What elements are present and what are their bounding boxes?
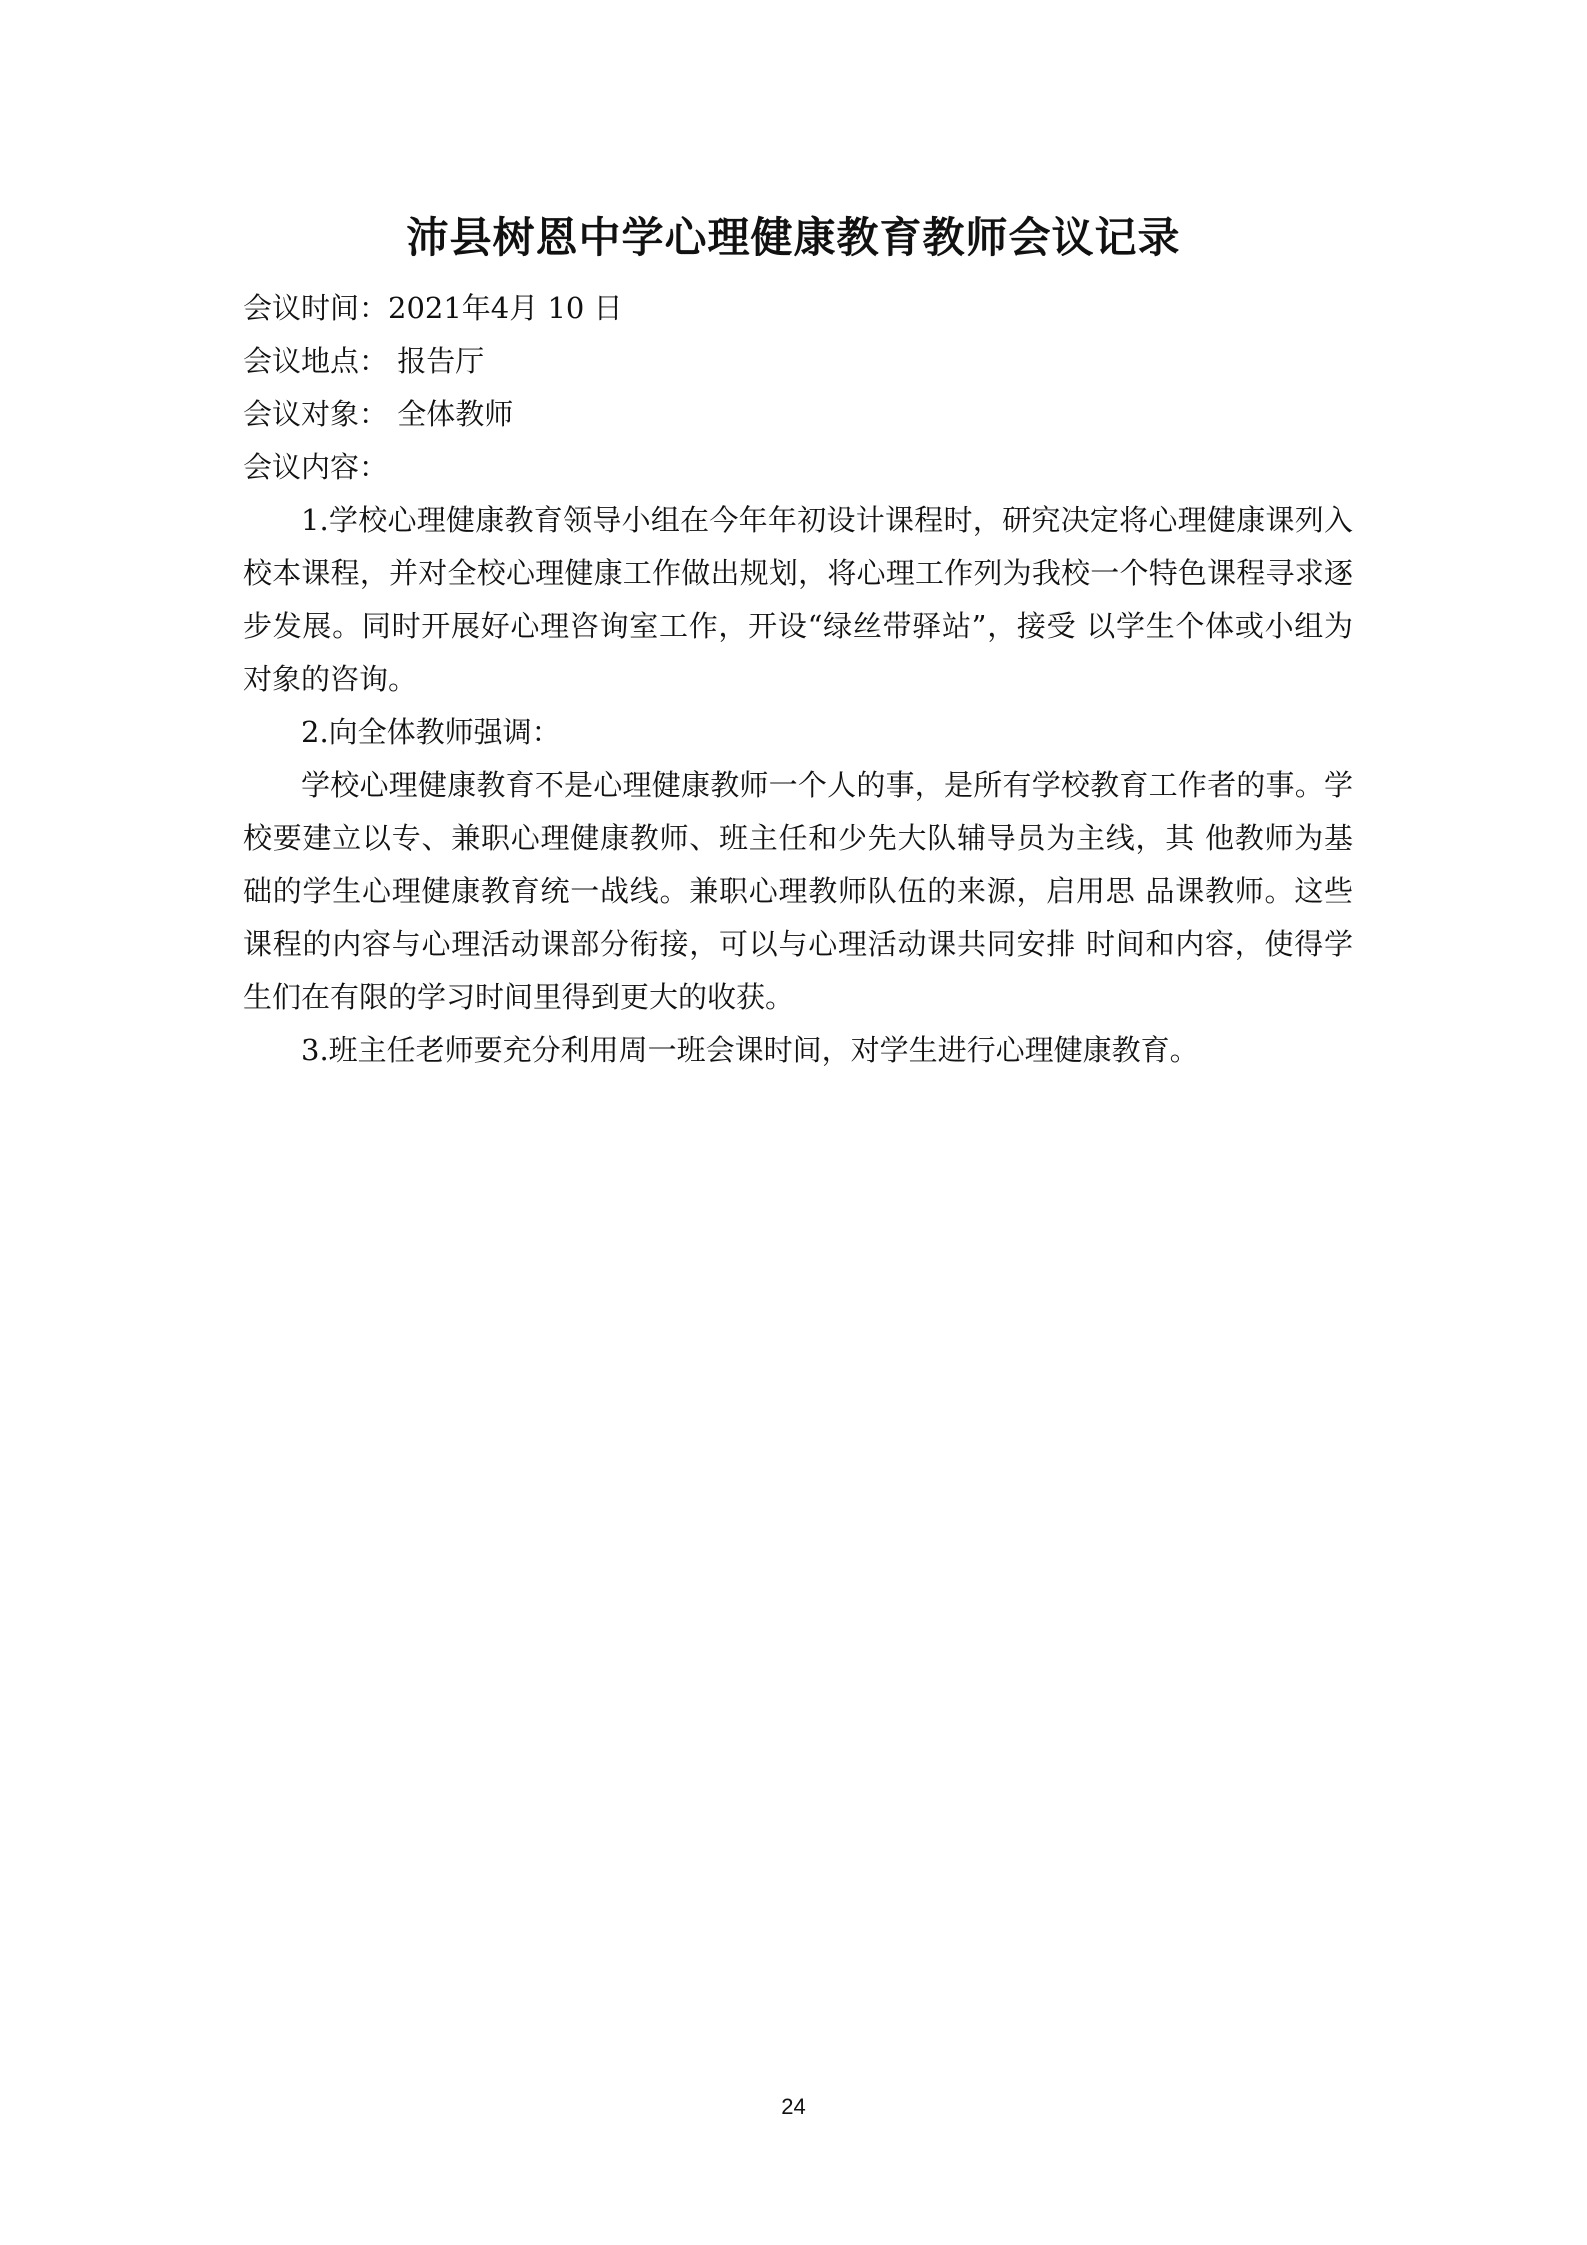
meeting-place: 会议地点： 报告厅 [243, 344, 485, 378]
meeting-attendees: 会议对象： 全体教师 [243, 397, 514, 431]
paragraph-4: 3.班主任老师要充分利用周一班会课时间，对学生进行心理健康教育。 [301, 1033, 1199, 1067]
page-number: 24 [781, 2094, 806, 2119]
document-body [243, 282, 1353, 1077]
document-title: 沛县树恩中学心理健康教育教师会议记录 [406, 213, 1181, 262]
paragraph-1: 1.学校心理健康教育领导小组在今年年初设计课程时，研究决定将心理健康课列入校本课程，并对全校心理健康工作做出规划，将心理工作列为我校一个特色课程寻求逐步发展。同时开展好心理咨询室工作，开设“绿丝带驿站”，接受 以学生个体或小组为对象的咨询。 [243, 503, 1353, 696]
paragraph-3: 学校心理健康教育不是心理健康教师一个人的事，是所有学校教育工作者的事。学校要建立以专、兼职心理健康教师、班主任和少先大队辅导员为主线，其 他教师为基础的学生心理健康教育统一战线。兼职心理教师队伍的来源，启用思 品课教师。这些课程的内容与心理活动课部分衔接，可以与心理活动课共同安排 时间和内容，使得学生们在有限的学习时间里得到更大的收获。 [243, 768, 1353, 1014]
meeting-content-label: 会议内容： [243, 450, 389, 484]
meeting-time: 会议时间：2021年4月 10 日 [243, 291, 623, 325]
paragraph-2: 2.向全体教师强调： [301, 715, 561, 749]
